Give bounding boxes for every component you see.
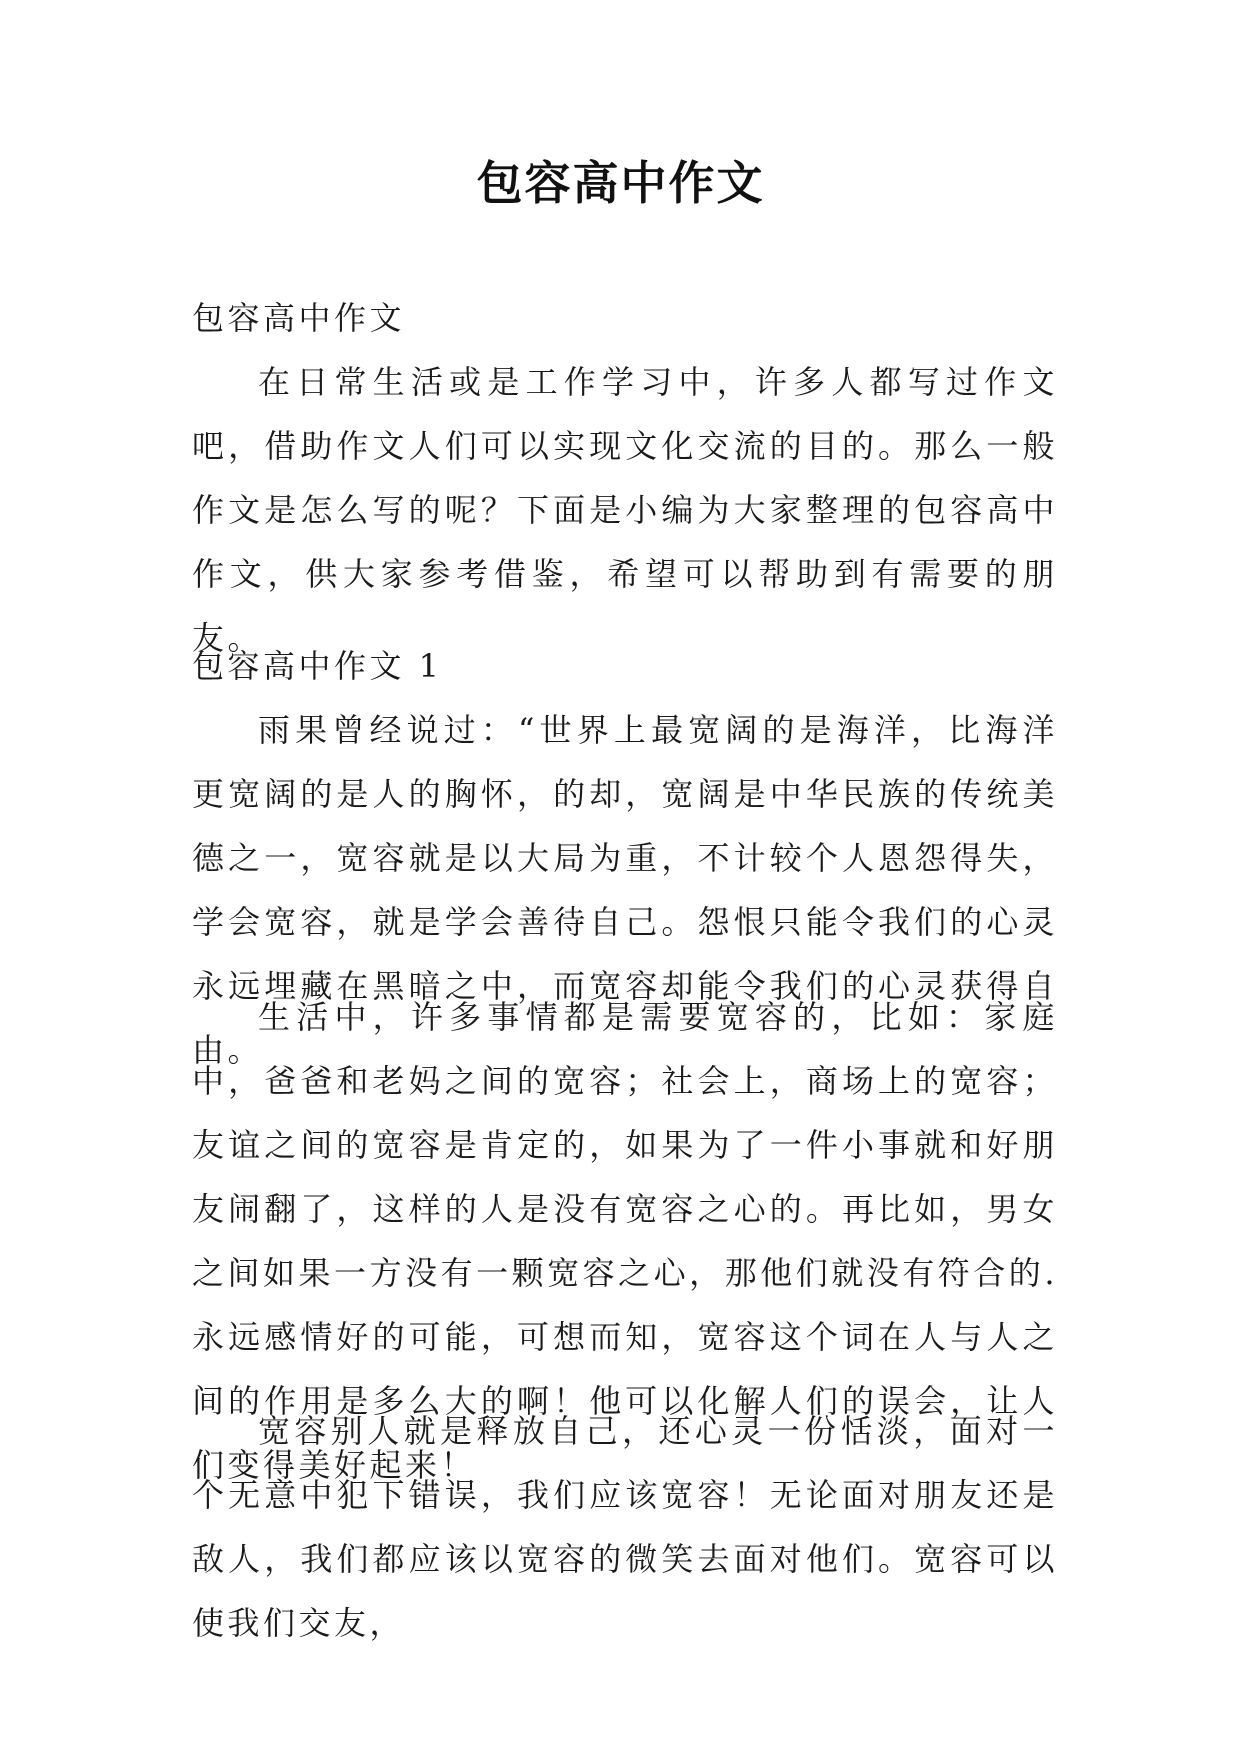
intro-paragraph: 在日常生活或是工作学习中，许多人都写过作文吧，借助作文人们可以实现文化交流的目的。那么一般作文是怎么写的呢？下面是小编为大家整理的包容高中作文，供大家参考借鉴，希望可以帮助到有需要的朋友。 [192, 363, 1058, 657]
document-title: 包容高中作文 [476, 156, 765, 210]
intro-heading: 包容高中作文 [192, 299, 406, 337]
section-paragraph: 生活中，许多事情都是需要宽容的，比如：家庭中，爸爸和老妈之间的宽容；社会上，商场上的宽容；友谊之间的宽容是肯定的，如果为了一件小事就和好朋友闹翻了，这样的人是没有宽容之心的。再比如，男女之间如果一方没有一颗宽容之心，那他们就没有符合的.永远感情好的可能，可想而知，宽容这个词在人与人之间的作用是多么大的啊！他可以化解人们的误会，让人们变得美好起来！ [192, 998, 1058, 1484]
section-heading: 包容高中作文 1 [192, 647, 443, 685]
section-paragraph: 宽容别人就是释放自己，还心灵一份恬淡，面对一个无意中犯下错误，我们应该宽容！无论面对朋友还是敌人，我们都应该以宽容的微笑去面对他们。宽容可以使我们交友， [192, 1412, 1058, 1642]
section-paragraph: 雨果曾经说过：“世界上最宽阔的是海洋，比海洋更宽阔的是人的胸怀，的却，宽阔是中华民族的传统美德之一，宽容就是以大局为重，不计较个人恩怨得失，学会宽容，就是学会善待自己。怨恨只能令我们的心灵永远埋藏在黑暗之中，而宽容却能令我们的心灵获得自由。 [192, 711, 1058, 1069]
